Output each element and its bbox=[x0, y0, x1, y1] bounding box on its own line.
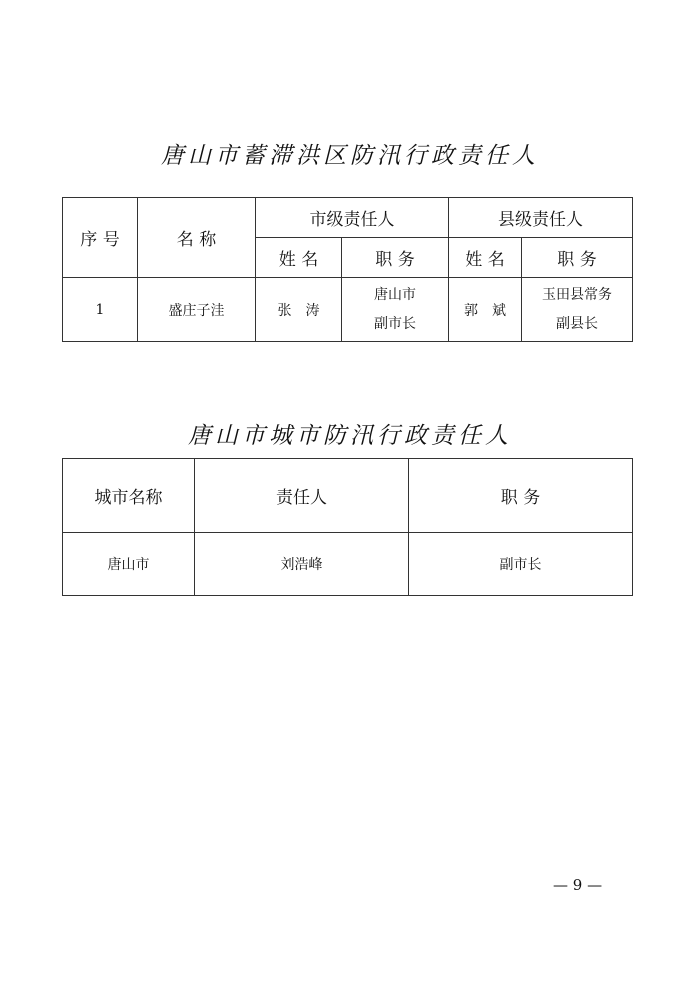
header-county-position: 职 务 bbox=[522, 238, 633, 278]
header-name: 名 称 bbox=[138, 198, 256, 278]
header-county-level: 县级责任人 bbox=[449, 198, 633, 238]
cell-city-position bbox=[342, 278, 449, 342]
table-header-row bbox=[63, 459, 633, 533]
table-header-row bbox=[63, 198, 633, 238]
header-county-person: 姓 名 bbox=[449, 238, 522, 278]
city-flood-control-table bbox=[62, 458, 633, 596]
header-city-name: 城市名称 bbox=[63, 459, 195, 533]
page-number: — 9 — bbox=[553, 876, 603, 894]
cell-county-person: 郭 斌 bbox=[449, 278, 522, 342]
cell-county-position bbox=[522, 278, 633, 342]
cell-position: 副市长 bbox=[409, 533, 633, 596]
flood-storage-area-title: 唐山市蓄滞洪区防汛行政责任人 bbox=[161, 143, 539, 169]
cell-city-position-line2: 副市长 bbox=[374, 315, 416, 332]
city-flood-control-title: 唐山市城市防汛行政责任人 bbox=[188, 423, 512, 449]
cell-city-name: 唐山市 bbox=[63, 533, 195, 596]
cell-city-position-line1: 唐山市 bbox=[374, 286, 416, 303]
table-row bbox=[63, 278, 633, 342]
header-seq: 序 号 bbox=[63, 198, 138, 278]
header-city-position: 职 务 bbox=[342, 238, 449, 278]
cell-county-position-line1: 玉田县常务 bbox=[542, 286, 612, 303]
header-position: 职 务 bbox=[409, 459, 633, 533]
flood-storage-responsibility-table bbox=[62, 197, 633, 342]
header-city-level: 市级责任人 bbox=[256, 198, 449, 238]
cell-county-position-line2: 副县长 bbox=[556, 315, 598, 332]
header-city-person: 姓 名 bbox=[256, 238, 342, 278]
cell-city-person: 张 涛 bbox=[256, 278, 342, 342]
table-row bbox=[63, 533, 633, 596]
header-responsible-person: 责任人 bbox=[195, 459, 409, 533]
cell-responsible-person: 刘浩峰 bbox=[195, 533, 409, 596]
cell-seq: 1 bbox=[63, 278, 138, 342]
cell-name: 盛庄子洼 bbox=[138, 278, 256, 342]
